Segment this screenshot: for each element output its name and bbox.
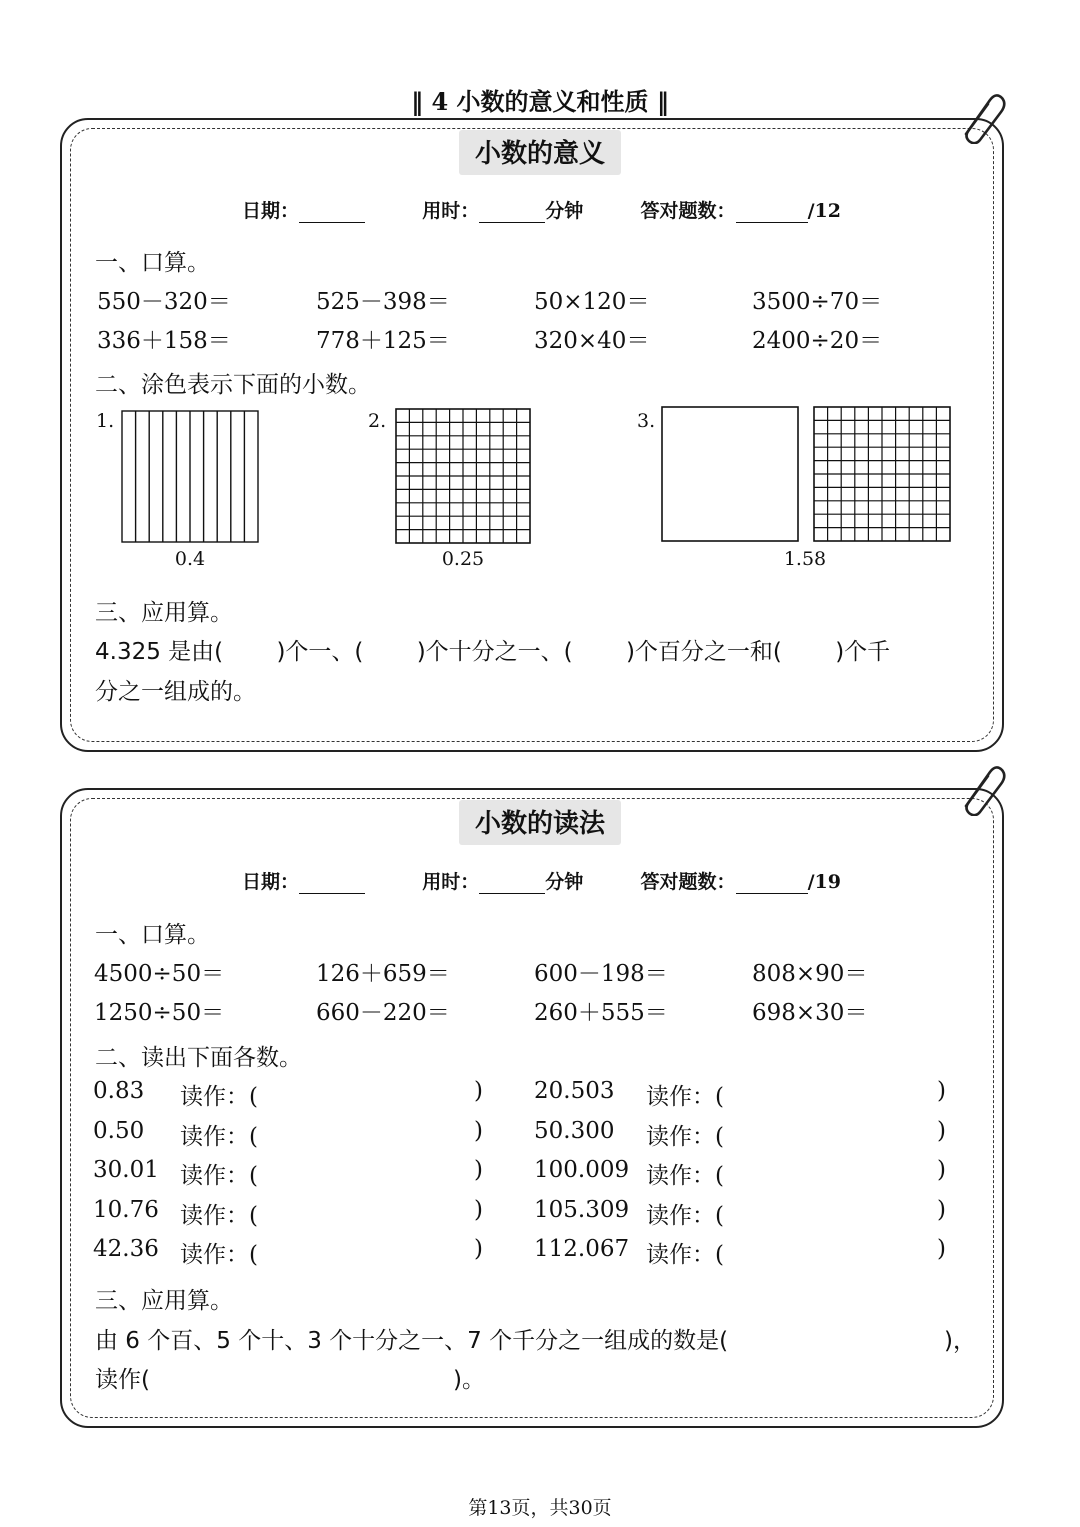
info-line: 日期： 用时： 分钟 答对题数： /12	[242, 200, 841, 222]
calc-item: 50×120＝	[534, 289, 650, 315]
calc-item: 320×40＝	[534, 328, 650, 354]
decimal-number: 0.50	[93, 1118, 145, 1144]
calc-item: 660－220＝	[316, 1000, 450, 1026]
answer-blank-close[interactable]: )，	[944, 1328, 976, 1354]
score-blank[interactable]	[736, 204, 808, 223]
answer-blank-close[interactable]: )。	[453, 1367, 485, 1393]
read-label: 读作：(	[646, 1203, 724, 1229]
question-text: 读作(	[95, 1367, 150, 1393]
read-label: 读作：(	[180, 1163, 258, 1189]
calc-item: 126＋659＝	[316, 961, 450, 987]
calc-item: 3500÷70＝	[752, 289, 883, 315]
figure-number: 3.	[637, 410, 656, 432]
answer-blank-close[interactable]: )	[937, 1197, 946, 1223]
decimal-number: 20.503	[534, 1078, 615, 1104]
calc-item: 336＋158＝	[97, 328, 231, 354]
answer-blank-close[interactable]: )	[937, 1078, 946, 1104]
figure-number: 2.	[368, 410, 387, 432]
section-oral-calc: 一、口算。	[95, 250, 210, 276]
answer-blank-close[interactable]: )	[937, 1236, 946, 1262]
strip-diagram-tenths[interactable]	[121, 410, 259, 543]
calc-item: 4500÷50＝	[94, 961, 225, 987]
read-label: 读作：(	[646, 1163, 724, 1189]
section-color-decimals: 二、涂色表示下面的小数。	[95, 372, 371, 398]
answer-blank-close[interactable]: )	[474, 1236, 483, 1262]
time-blank[interactable]	[479, 204, 545, 223]
read-label: 读作：(	[180, 1124, 258, 1150]
decimal-number: 50.300	[534, 1118, 615, 1144]
figure-caption: 0.25	[441, 548, 485, 570]
decimal-number: 112.067	[534, 1236, 630, 1262]
date-blank[interactable]	[299, 204, 365, 223]
figure-caption: 0.4	[174, 548, 206, 570]
read-label: 读作：(	[646, 1084, 724, 1110]
calc-item: 1250÷50＝	[94, 1000, 225, 1026]
calc-item: 260＋555＝	[534, 1000, 668, 1026]
calc-item: 550－320＝	[97, 289, 231, 315]
section-oral-calc: 一、口算。	[95, 922, 210, 948]
decimal-number: 42.36	[93, 1236, 159, 1262]
info-line: 日期： 用时： 分钟 答对题数： /19	[242, 871, 841, 893]
figure-caption: 1.58	[783, 548, 827, 570]
decimal-number: 100.009	[534, 1157, 630, 1183]
decimal-number: 10.76	[93, 1197, 159, 1223]
read-label: 读作：(	[646, 1124, 724, 1150]
answer-blank-close[interactable]: )	[937, 1157, 946, 1183]
section-application: 三、应用算。	[95, 1288, 233, 1314]
grid-diagram-hundredths[interactable]	[813, 406, 951, 542]
decimal-number: 105.309	[534, 1197, 630, 1223]
calc-item: 808×90＝	[752, 961, 868, 987]
question-text: 分之一组成的。	[95, 679, 256, 705]
answer-blank-close[interactable]: )	[474, 1157, 483, 1183]
section-application: 三、应用算。	[95, 600, 233, 626]
question-text: 由 6 个百、5 个十、3 个十分之一、7 个千分之一组成的数是(	[95, 1328, 729, 1354]
answer-blank-close[interactable]: )	[474, 1197, 483, 1223]
square-diagram-whole[interactable]	[661, 406, 799, 542]
figure-number: 1.	[96, 410, 115, 432]
section-read-numbers: 二、读出下面各数。	[95, 1045, 302, 1071]
page-number: 第13页，共30页	[468, 1497, 612, 1519]
calc-item: 778＋125＝	[316, 328, 450, 354]
time-blank[interactable]	[479, 875, 545, 894]
calc-item: 2400÷20＝	[752, 328, 883, 354]
read-label: 读作：(	[180, 1084, 258, 1110]
question-text: 4.325 是由( )个一、( )个十分之一、( )个百分之一和( )个千	[95, 639, 891, 665]
calc-item: 698×30＝	[752, 1000, 868, 1026]
read-label: 读作：(	[180, 1203, 258, 1229]
answer-blank-close[interactable]: )	[937, 1118, 946, 1144]
answer-blank-close[interactable]: )	[474, 1118, 483, 1144]
read-label: 读作：(	[180, 1242, 258, 1268]
calc-item: 525－398＝	[316, 289, 450, 315]
read-label: 读作：(	[646, 1242, 724, 1268]
chapter-title: ‖ 4 小数的意义和性质 ‖	[411, 87, 669, 116]
score-blank[interactable]	[736, 875, 808, 894]
calc-item: 600－198＝	[534, 961, 668, 987]
decimal-number: 0.83	[93, 1078, 145, 1104]
decimal-number: 30.01	[93, 1157, 159, 1183]
card-title: 小数的读法	[0, 800, 1080, 845]
grid-diagram-hundredths[interactable]	[395, 408, 531, 544]
answer-blank-close[interactable]: )	[474, 1078, 483, 1104]
date-blank[interactable]	[299, 875, 365, 894]
card-title: 小数的意义	[0, 130, 1080, 175]
